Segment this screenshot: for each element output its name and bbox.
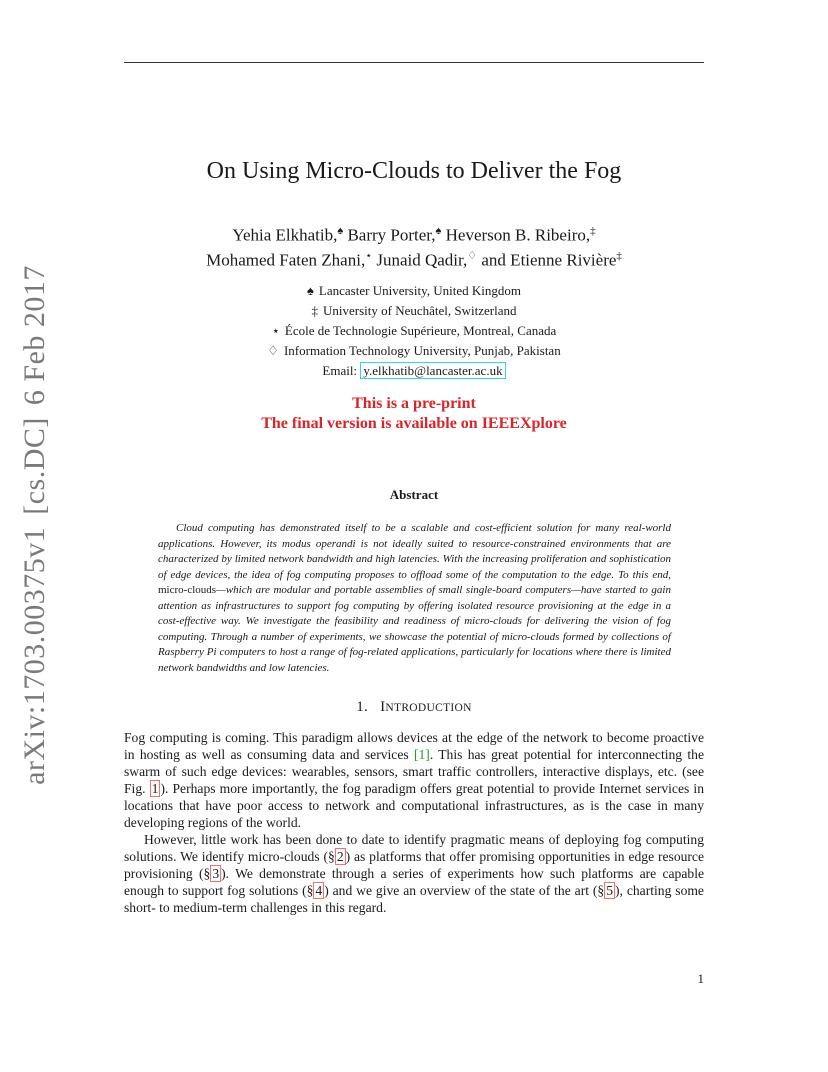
section-title-rest: NTRODUCTION [385, 702, 472, 714]
text-run: Fog computing is coming. This paradigm allows devices at the edge of the network to become proactive in hosting as well as consuming data and services [124, 730, 704, 762]
text-run: . This has great potential for interconnecting the swarm of such edge devices: wearables, sensors, smart traffic controllers, interactive displays, etc. (see Fig. [124, 747, 704, 796]
author-name: Heverson B. Ribeiro, [445, 225, 591, 245]
page-number: 1 [697, 971, 704, 986]
text-run: ) and we give an overview of the state of the art (§ [324, 883, 605, 898]
paragraph [124, 729, 704, 831]
affiliation-mark: ‡ [590, 225, 596, 237]
affiliation-text: University of Neuchâtel, Switzerland [323, 303, 517, 318]
email-line [124, 361, 704, 381]
section-heading [124, 699, 704, 716]
section-link[interactable]: 5 [606, 883, 614, 898]
affiliation-item [124, 341, 704, 361]
text-run: However, little work has been done to date to identify pragmatic means of deploying fog computing solutions. We identify micro-clouds (§ [124, 832, 704, 864]
author-name: Yehia Elkhatib, [232, 225, 338, 245]
header-rule [124, 62, 704, 63]
affiliation-mark: ♠ [337, 225, 344, 237]
section-number: 1. [356, 699, 369, 715]
email-link[interactable]: y.elkhatib@lancaster.ac.uk [360, 362, 505, 379]
abstract-text [158, 521, 671, 676]
affiliation-mark: ♠ [435, 225, 442, 237]
final-version-line: The final version is available on IEEEXplore [261, 415, 567, 432]
arxiv-stamp [18, 265, 52, 785]
text-run: ), charting some short- to medium-term challenges in this regard. [124, 883, 704, 915]
affiliation-text: Lancaster University, United Kingdom [318, 283, 521, 298]
arxiv-category: [cs.DC] [18, 417, 51, 515]
section-link[interactable]: 2 [336, 849, 344, 864]
paper-title: On Using Micro-Clouds to Deliver the Fog [206, 158, 622, 184]
text-run: ). We demonstrate through a series of experiments how such platforms are capable enough to support fog solutions (§ [124, 866, 704, 898]
abstract-part-2: —which are modular and portable assemblies of small single-board computers—have started to gain attention as infrastructures to support fog computing by offering isolated resource provisioning at the edge in a cost-effective way. We investigate the feasibility and readiness of micro-clouds for delivering the vision of fog computing. Through a number of experiments, we showcase the potential of micro-clouds formed by collections of Raspberry Pi computers to host a range of fog-related applications, particularly for locations where there is limited network bandwidths and low latencies. [158, 584, 671, 674]
affiliation-mark: ⋆ [365, 249, 373, 262]
arxiv-id[interactable]: arXiv:1703.00375v1 [18, 526, 51, 785]
text-run: ). Perhaps more importantly, the fog paradigm offers great potential to provide Internet services in locations that have poor access to network and computational infrastructures, as is the case in many developing regions of the world. [124, 781, 704, 830]
figure-link[interactable]: 1 [151, 781, 159, 796]
double-dagger-icon: ‡ [311, 303, 318, 318]
affiliation-list [124, 281, 704, 381]
author-name: Barry Porter, [347, 225, 436, 245]
affiliation-text: École de Technologie Supérieure, Montreal, Canada [284, 323, 557, 338]
spade-icon: ♠ [307, 283, 314, 298]
paragraph [124, 831, 704, 916]
author-line-1 [124, 221, 704, 246]
affiliation-mark: ♢ [467, 249, 478, 262]
abstract-part-1: Cloud computing has demonstrated itself to be a scalable and cost-efficient solution for many real-world applications. However, its modus operandi is not ideally suited to resource-constrained environments that are characterized by limited network bandwidth and high latencies. With the increasing proliferation and sophistication of edge devices, the idea of fog computing proposes to offload some of the computation to the edge. To this end, [158, 522, 671, 581]
abstract-term: micro-clouds [158, 584, 217, 596]
author-list [124, 221, 704, 270]
affiliation-item [124, 321, 704, 341]
arxiv-date: 6 Feb 2017 [18, 265, 51, 406]
author-name: Junaid Qadir, [376, 250, 468, 270]
author-name: Mohamed Faten Zhani, [206, 250, 366, 270]
section-link[interactable]: 4 [315, 883, 323, 898]
diamond-icon: ♢ [267, 343, 279, 358]
affiliation-mark: ‡ [616, 249, 622, 262]
email-label: Email: [322, 363, 358, 378]
section-title-initial: I [380, 699, 386, 715]
star-icon: ⋆ [271, 323, 280, 338]
abstract-heading: Abstract [389, 487, 439, 502]
preprint-notice [124, 394, 704, 434]
affiliation-text: Information Technology University, Punjab, Pakistan [283, 343, 561, 358]
body-text [124, 729, 704, 916]
text-run: ) as platforms that offer promising opportunities in edge resource provisioning (§ [124, 849, 705, 881]
section-link[interactable]: 3 [212, 866, 220, 881]
citation-link[interactable]: [1] [413, 747, 430, 762]
author-name: and Etienne Rivière [481, 250, 617, 270]
author-line-2 [124, 246, 704, 271]
preprint-line: This is a pre-print [352, 395, 476, 412]
affiliation-item [124, 301, 704, 321]
affiliation-item [124, 281, 704, 301]
